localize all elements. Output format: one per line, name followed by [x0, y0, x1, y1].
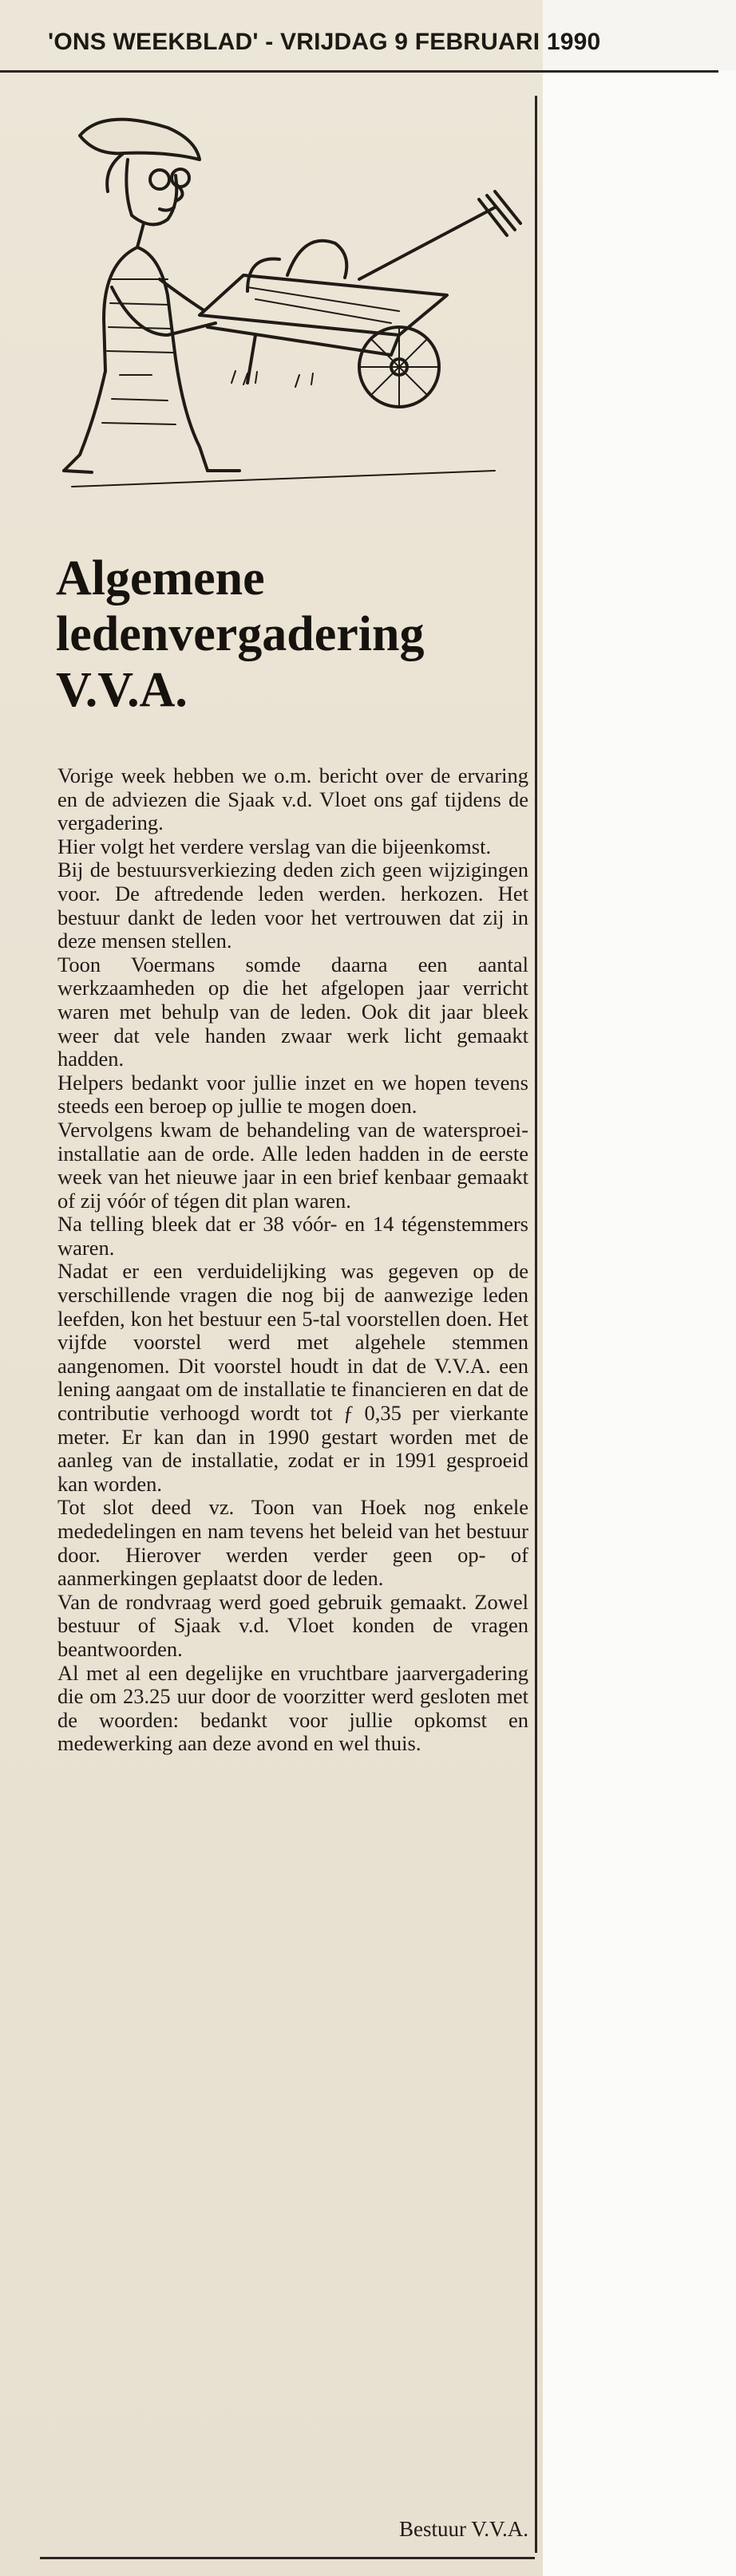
article-signature: Bestuur V.V.A. [398, 2517, 528, 2541]
paragraph: Tot slot deed vz. Toon van Hoek nog enkele mededelingen en nam tevens het beleid van het bestuur door. Hierover werden verder geen op- of aanmerkingen geplaatst door de leden. [57, 1495, 528, 1591]
paragraph: Helpers bedankt voor jullie inzet en we hopen tevens steeds een beroep op jullie te mogen doen. [57, 1070, 528, 1118]
paragraph: Hier volgt het verdere verslag van die bijeenkomst. [57, 834, 492, 858]
masthead: 'ONS WEEKBLAD' - VRIJDAG 9 FEBRUARI 1990 [48, 29, 601, 55]
bottom-rule [40, 2557, 535, 2559]
man-with-wheelbarrow-icon [48, 96, 527, 542]
headline-line-2: ledenvergadering [56, 607, 425, 661]
paragraph: Bij de bestuursverkiezing deden zich geen wijzigingen voor. De aftredende leden werden. herkozen. Het bestuur dankt de leden voor het vertrouwen dat zij in deze mensen stellen. [57, 858, 528, 953]
paragraph: Vorige week hebben we o.m. bericht over de ervaring en de adviezen die Sjaak v.d. Vloet ons gaf tijdens de vergadering. [57, 763, 528, 835]
article-headline [56, 550, 527, 718]
paragraph: Van de rondvraag werd goed gebruik gemaakt. Zowel bestuur of Sjaak v.d. Vloet konden de vragen beantwoorden. [57, 1589, 528, 1661]
paragraph: Toon Voermans somde daarna een aantal werkzaamheden op die het afgelopen jaar verricht waren met behulp van de leden. Ook dit jaar bleek weer dat vele handen zwaar werk licht gemaakt hadden. [57, 952, 528, 1071]
article-body [57, 764, 528, 1756]
headline-line-1: Algemene [56, 551, 265, 606]
headline-line-3: V.V.A. [56, 663, 188, 717]
paragraph: Vervolgens kwam de behandeling van de watersproei-installatie aan de orde. Alle leden hadden in de eerste week van het nieuwe jaar in een brief kenbaar gemaakt of zij vóór of tégen dit plan waren. [57, 1117, 528, 1213]
masthead-rule [0, 70, 718, 73]
paragraph: Na telling bleek dat er 38 vóór- en 14 tégenstemmers waren. [57, 1212, 528, 1260]
paragraph: Al met al een degelijke en vruchtbare jaarvergadering die om 23.25 uur door de voorzitter werd gesloten met de woorden: bedankt voor jullie opkomst en medewerking aan deze avond en wel thuis. [57, 1660, 528, 1756]
column-rule [535, 96, 537, 2553]
paragraph: Nadat er een verduidelijking was gegeven op de verschillende vragen die nog bij de aanwezige leden leefden, kon het bestuur een 5-tal voorstellen doen. Het vijfde voorstel werd met algehele stemmen aangenomen. Dit voorstel houdt in dat de V.V.A. een lening aangaat om de installatie te financieren en dat de contributie verhoogd wordt tot ƒ 0,35 per vierkante meter. Er kan dan in 1990 gestart worden met de aanleg van de installatie, zodat er in 1991 gesproeid kan worden. [57, 1259, 528, 1496]
blank-margin [536, 70, 736, 2576]
